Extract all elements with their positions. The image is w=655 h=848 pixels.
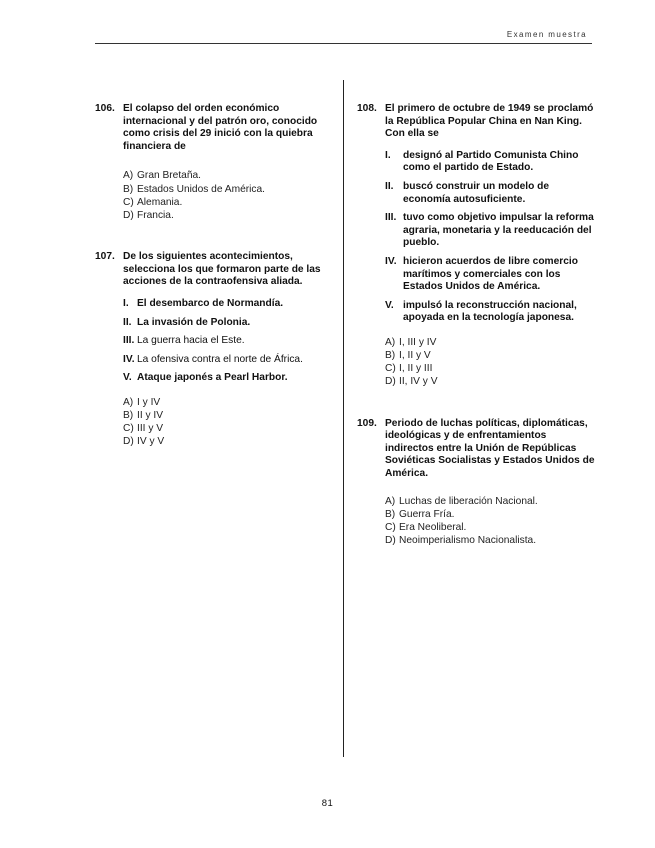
statement-i: [123, 298, 327, 311]
question-number: 107.: [95, 251, 115, 263]
answer-option-a[interactable]: [385, 496, 597, 509]
question-stem: [357, 103, 597, 141]
statement-v: [385, 300, 597, 325]
question-107: [95, 251, 327, 450]
question-stem: [95, 103, 327, 153]
statement-text: La invasión de Polonia.: [137, 316, 251, 328]
statement-i: [385, 150, 597, 175]
option-text: II y IV: [137, 410, 164, 422]
answer-options: [385, 496, 597, 549]
statement-numeral: III.: [123, 335, 135, 347]
statement-ii: [123, 317, 327, 330]
question-stem: [95, 251, 327, 289]
statement-numeral: I.: [123, 297, 129, 309]
statement-text: El desembarco de Normandía.: [137, 297, 284, 309]
option-letter: A): [123, 396, 134, 408]
option-letter: D): [123, 209, 134, 221]
column-divider: [343, 80, 344, 757]
statement-text: La ofensiva contra el norte de África.: [137, 353, 303, 365]
statement-iv: [123, 354, 327, 367]
answer-option-d[interactable]: [385, 535, 597, 548]
question-text: El colapso del orden económico internacional y del patrón oro, conocido como crisis del 29 inició con la quiebra financiera de: [123, 103, 318, 152]
statement-numeral: V.: [385, 299, 394, 311]
answer-option-d[interactable]: [123, 210, 327, 223]
statement-numeral: III.: [385, 212, 397, 224]
option-text: Era Neoliberal.: [399, 522, 467, 533]
option-text: Estados Unidos de América.: [137, 183, 265, 195]
option-text: I, III y IV: [399, 336, 437, 348]
option-text: Guerra Fría.: [399, 508, 455, 520]
option-text: IV y V: [137, 436, 165, 448]
option-letter: D): [385, 535, 396, 547]
option-letter: B): [385, 508, 396, 520]
answer-option-c[interactable]: [123, 197, 327, 210]
statement-v: [123, 372, 327, 385]
statement-ii: [385, 181, 597, 206]
option-letter: A): [123, 170, 134, 182]
answer-options: [385, 337, 597, 390]
option-letter: D): [123, 436, 134, 448]
option-letter: B): [123, 410, 134, 422]
option-text: I, II y III: [399, 363, 433, 375]
statement-text: impulsó la reconstrucción nacional, apoyada en la tecnología japonesa.: [403, 299, 577, 324]
statement-iv: [385, 256, 597, 294]
header-rule: [95, 43, 592, 44]
statement-text: designó al Partido Comunista Chino como el partido de Estado.: [403, 149, 579, 174]
statement-numeral: V.: [123, 372, 132, 384]
answer-options: [123, 170, 327, 223]
answer-option-c[interactable]: [385, 363, 597, 376]
page-number: 81: [321, 798, 334, 809]
option-text: Neoimperialismo Nacionalista.: [399, 535, 537, 547]
question-stem: [357, 418, 597, 481]
answer-options: [123, 397, 327, 450]
option-letter: B): [385, 350, 396, 362]
statement-text: hicieron acuerdos de libre comercio marítimos y comerciales con los Estados Unidos de América.: [403, 255, 578, 293]
statement-iii: [123, 335, 327, 348]
option-letter: B): [123, 183, 134, 195]
question-number: 106.: [95, 103, 115, 114]
statement-numeral: IV.: [123, 353, 135, 365]
option-letter: C): [385, 363, 396, 375]
option-letter: A): [385, 495, 396, 507]
option-text: Gran Bretaña.: [137, 170, 201, 182]
statement-numeral: I.: [385, 149, 391, 161]
answer-option-a[interactable]: [123, 397, 327, 410]
option-letter: C): [123, 196, 134, 208]
answer-option-b[interactable]: [385, 509, 597, 522]
option-letter: C): [385, 522, 396, 533]
option-text: Francia.: [137, 209, 174, 221]
statement-list: [123, 298, 327, 385]
question-106: [95, 103, 327, 223]
page-header-label: Examen muestra: [506, 30, 587, 39]
statement-text: buscó construir un modelo de economía autosuficiente.: [403, 180, 550, 205]
question-108: [357, 103, 597, 390]
statement-text: tuvo como objetivo impulsar la reforma agraria, monetaria y la reeducación del pueblo.: [403, 212, 594, 249]
statement-list: [385, 150, 597, 325]
option-letter: A): [385, 336, 396, 348]
question-text: De los siguientes acontecimientos, selecciona los que formaron parte de las acciones de la contraofensiva aliada.: [123, 251, 321, 288]
question-109: [357, 418, 597, 549]
statement-iii: [385, 212, 597, 250]
statement-numeral: II.: [385, 180, 394, 192]
left-column: [95, 103, 327, 478]
answer-option-b[interactable]: [123, 184, 327, 197]
answer-option-c[interactable]: [385, 522, 597, 535]
option-text: Luchas de liberación Nacional.: [399, 495, 538, 507]
answer-option-b[interactable]: [385, 350, 597, 363]
option-letter: D): [385, 376, 396, 388]
statement-numeral: IV.: [385, 255, 397, 267]
question-text: Periodo de luchas políticas, diplomáticas, ideológicas y de enfrentamientos indirectos entre la Unión de Repúblicas Soviéticas Socialistas y Estados Unidos de América.: [385, 417, 595, 480]
statement-text: Ataque japonés a Pearl Harbor.: [137, 372, 288, 384]
statement-numeral: II.: [123, 316, 132, 328]
question-number: 109.: [357, 417, 377, 429]
option-text: III y V: [137, 423, 164, 435]
question-text: El primero de octubre de 1949 se proclamó la República Popular China en Nan King. Con ella se: [385, 103, 594, 140]
answer-option-a[interactable]: [123, 170, 327, 183]
option-text: Alemania.: [137, 196, 183, 208]
statement-text: La guerra hacia el Este.: [137, 335, 245, 347]
right-column: [357, 103, 597, 576]
answer-option-b[interactable]: [123, 410, 327, 423]
answer-option-c[interactable]: [123, 423, 327, 436]
answer-option-d[interactable]: [385, 376, 597, 389]
option-text: I y IV: [137, 396, 161, 408]
option-text: II, IV y V: [399, 376, 438, 388]
answer-option-a[interactable]: [385, 337, 597, 350]
option-text: I, II y V: [399, 350, 431, 362]
answer-option-d[interactable]: [123, 436, 327, 449]
question-number: 108.: [357, 103, 377, 114]
option-letter: C): [123, 423, 134, 435]
